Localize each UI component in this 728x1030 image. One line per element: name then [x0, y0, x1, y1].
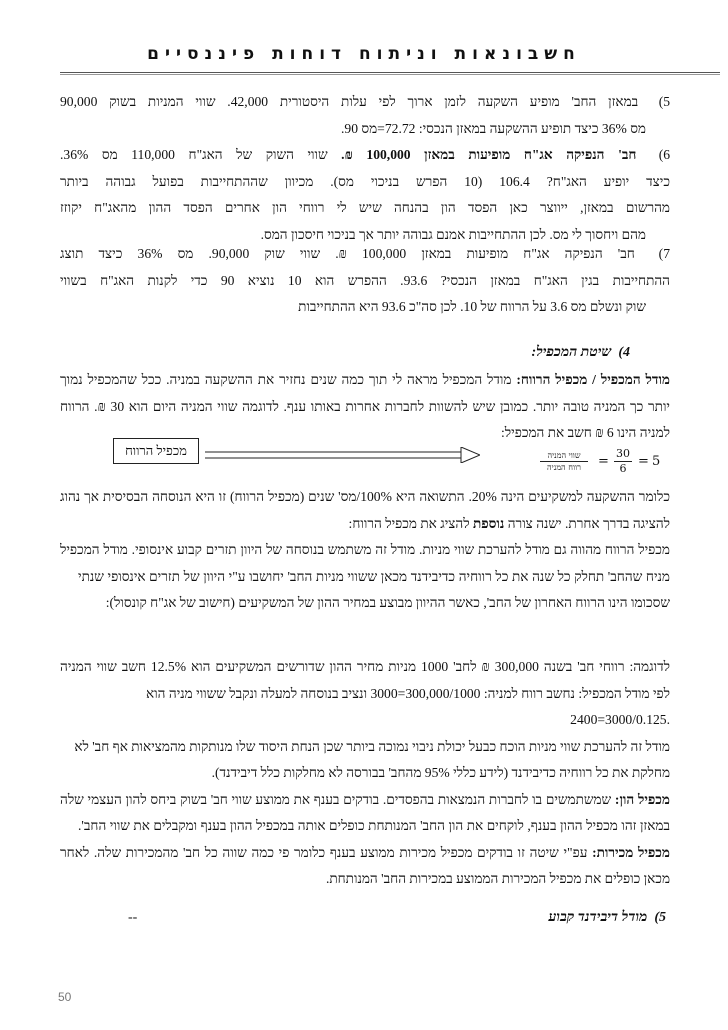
paragraph-text: עפ"י שיטה זו בודקים מכפיל מכירות ממוצע בענף כלומר פי כמה שווה כל חב' מהמכירות שלה. לאחר	[60, 844, 593, 860]
item-number: 5)	[658, 94, 670, 109]
example-line-2: לפי מודל המכפיל: נחשב רווח למניה: 300,000/1000=3000 ונציב בנוסחה למעלה ונקבל ששווי מניה הוא	[146, 685, 670, 701]
multiplier-paragraph-1	[60, 367, 670, 447]
multiplier-line-8: שסכומו הינו הרווח האחרון של החב', כאשר ההיוון מבוצע במחיר ההון של המשקיעים (חישוב של אג"ח קונסול):	[105, 595, 670, 610]
example-line-4: מודל זה להערכת שווי מניות הוכח כבעל יכולת ניבוי נמוכה ביותר שכן הנחת היסוד שלו מנותקות מהמציאות אף חב' לא	[74, 738, 670, 754]
item-7-line-1	[60, 241, 670, 268]
section-heading-dividend	[549, 910, 667, 926]
example-line-6	[60, 787, 670, 814]
formula-numerator: 30	[616, 447, 630, 460]
item-text: שווי השוק של האג"ח 110,000 מס 36%.	[60, 147, 342, 162]
example-line-9: מכאן כופלים את מכפיל המכירות הממוצע במכירות החב' המנותחת.	[325, 871, 670, 886]
multiplier-line-7: מניח שהחב' תחלק כל שנה את כל רווחיה כדיבידנד מכאן ששווי מניות החב' יחושבו ע"י היוון של תזרים אינסופי שנתי	[78, 568, 670, 584]
item-7	[60, 241, 670, 321]
multiplier-line-5	[60, 511, 670, 538]
section-heading-multiplier	[532, 345, 630, 361]
multiplier-line-3: למניה הינו 6 ₪ חשב את המכפיל:	[501, 425, 670, 440]
multiplier-line-6: מכפיל הרווח מהווה גם מודל להערכת שווי מניות. מודל זה משתמש בנוסחה של היוון תזרים קבוע אינסופי. מודל המכפיל	[60, 542, 670, 557]
item-5-line-1	[60, 89, 670, 116]
formula-result: 5	[652, 454, 661, 469]
item-5-line-2: מס 36% כיצד תופיע ההשקעה במאזן הנכסי: 72.72=מס 90.	[340, 120, 646, 136]
item-7-line-2: ההתחייבות בגין האג"ח במאזן הנכסי? 93.6. ההפרש הוא 10 נוציא 90 כדי לקנות האג"ח בשווי	[60, 272, 670, 288]
item-5	[60, 89, 670, 142]
multiplier-line-2: יותר כך המניה טובה יותר. כמובן שיש להשוות לחברות אחרות באותו ענף. לדוגמה שווי המניה היום הוא 30 ₪. הרווח	[60, 398, 670, 414]
paragraph-text: להציג את מכפיל הרווח:	[348, 515, 473, 531]
header-rule-secondary	[60, 74, 720, 75]
item-6	[60, 142, 670, 248]
term-bold: נוספת	[472, 515, 505, 531]
item-number: 6)	[658, 147, 670, 162]
heading-text: מודל דיבידנד קבוע	[548, 910, 648, 925]
paragraph-text: להציגה בדרך אחרת. ישנה צורה	[504, 515, 670, 531]
example-line-7: במאזן זהו מכפיל ההון בענף, לוקחים את הון החב' המנותחת כופלים אותה במכפיל ההון בענף ומקבלים את שווי החב'.	[78, 818, 670, 833]
multiplier-line-4: כלומר ההשקעה למשקיעים הינה 20%. התשואה היא 100%/מס' שנים (מכפיל הרווח) זו היא הנוסחה הבסיסית אך נהוג	[60, 489, 670, 504]
pe-ratio-box: מכפיל הרווח	[113, 438, 199, 464]
arrow-icon	[205, 447, 480, 463]
item-bold-text: חב' הנפיקה אג"ח מופיעות במאזן 100,000 ₪.	[341, 147, 637, 162]
formula-word-denominator: רווח המניה	[547, 463, 581, 472]
example-line-8	[60, 840, 670, 867]
paragraph-text: שמשתמשים בו לחברות הנמצאות בהפסדים. בודקים בענף את ממוצע שווי חב' בשוק ביחס להון העצמי שלה	[60, 791, 615, 807]
page-header-title: חשבונאות וניתוח דוחות פיננסיים	[147, 44, 581, 64]
item-6-line-3: מהרשום במאזן, ייווצר כאן הפסד הון בהנחה שיש לי רווחי הון אחרים הפסד ההון מהאג"ח יקוזז	[60, 200, 670, 215]
heading-text: שיטת המכפיל:	[531, 345, 612, 360]
formula-word-fraction	[540, 450, 588, 473]
page-number: 50	[58, 990, 72, 1004]
item-text: חב' הנפיקה אג"ח מופיעות במאזן 100,000 ₪. שווי שוק 90,000. מס 36% כיצד תוצג	[60, 246, 635, 261]
multiplier-line-1	[60, 367, 670, 394]
term-bold: מודל המכפיל / מכפיל הרווח:	[516, 372, 670, 387]
term-bold: מכפיל מכירות:	[592, 844, 670, 860]
example-line-3: .3000/0.125=2400	[570, 712, 670, 727]
equals-sign: =	[638, 454, 649, 469]
item-7-line-3: שוק ונשלם מס 3.6 על הרווח של 10. לכן סה"כ 93.6 היא ההתחייבות	[298, 299, 646, 314]
multiplier-paragraph-2	[60, 484, 670, 617]
item-6-line-2: כיצד יופיע האג"ח? 106.4 (10 הפרש בניכוי מס). מכיוון שההתחייבות בפועל גבוהה ביותר	[60, 173, 670, 189]
item-text: במאזן החב' מופיע השקעה לזמן ארוך לפי עלות היסטורית 42,000. שווי המניות בשוק 90,000	[60, 94, 639, 109]
header-rule	[60, 72, 720, 73]
formula-number-fraction	[614, 447, 632, 476]
paragraph-text: מודל המכפיל מראה לי תוך כמה שנים נחזיר את ההשקעה במניה. ככל שהמכפיל נמוך	[60, 372, 517, 387]
item-number: 7)	[658, 246, 670, 261]
item-6-line-1	[60, 142, 670, 169]
example-paragraph	[60, 654, 670, 893]
formula-denominator: 6	[619, 462, 627, 475]
heading-number: 5)	[654, 910, 666, 925]
term-bold: מכפיל הון:	[614, 791, 670, 807]
example-line-1: לדוגמה: רווחי חב' בשנה 300,000 ₪ לחב' 1000 מניות מחיר ההון שדורשים המשקיעים הוא 12.5% חשב שווי המניה	[60, 659, 670, 674]
formula-word-numerator: שווי המניה	[540, 450, 588, 462]
example-line-5: מחלקת את כל רווחיה כדיבידנד (לידע כללי 95% מהחב' בבורסה לא מחלקות כלל דיבידנד).	[211, 765, 670, 780]
dash-mark: --	[128, 910, 138, 925]
equals-sign: =	[598, 454, 609, 469]
heading-number: 4)	[618, 345, 630, 360]
item-6-line-4: מהם ויחסוך לי מס. לכן ההתחייבות אמנם גבוהה יותר אך בניכוי חיסכון המס.	[260, 226, 646, 242]
